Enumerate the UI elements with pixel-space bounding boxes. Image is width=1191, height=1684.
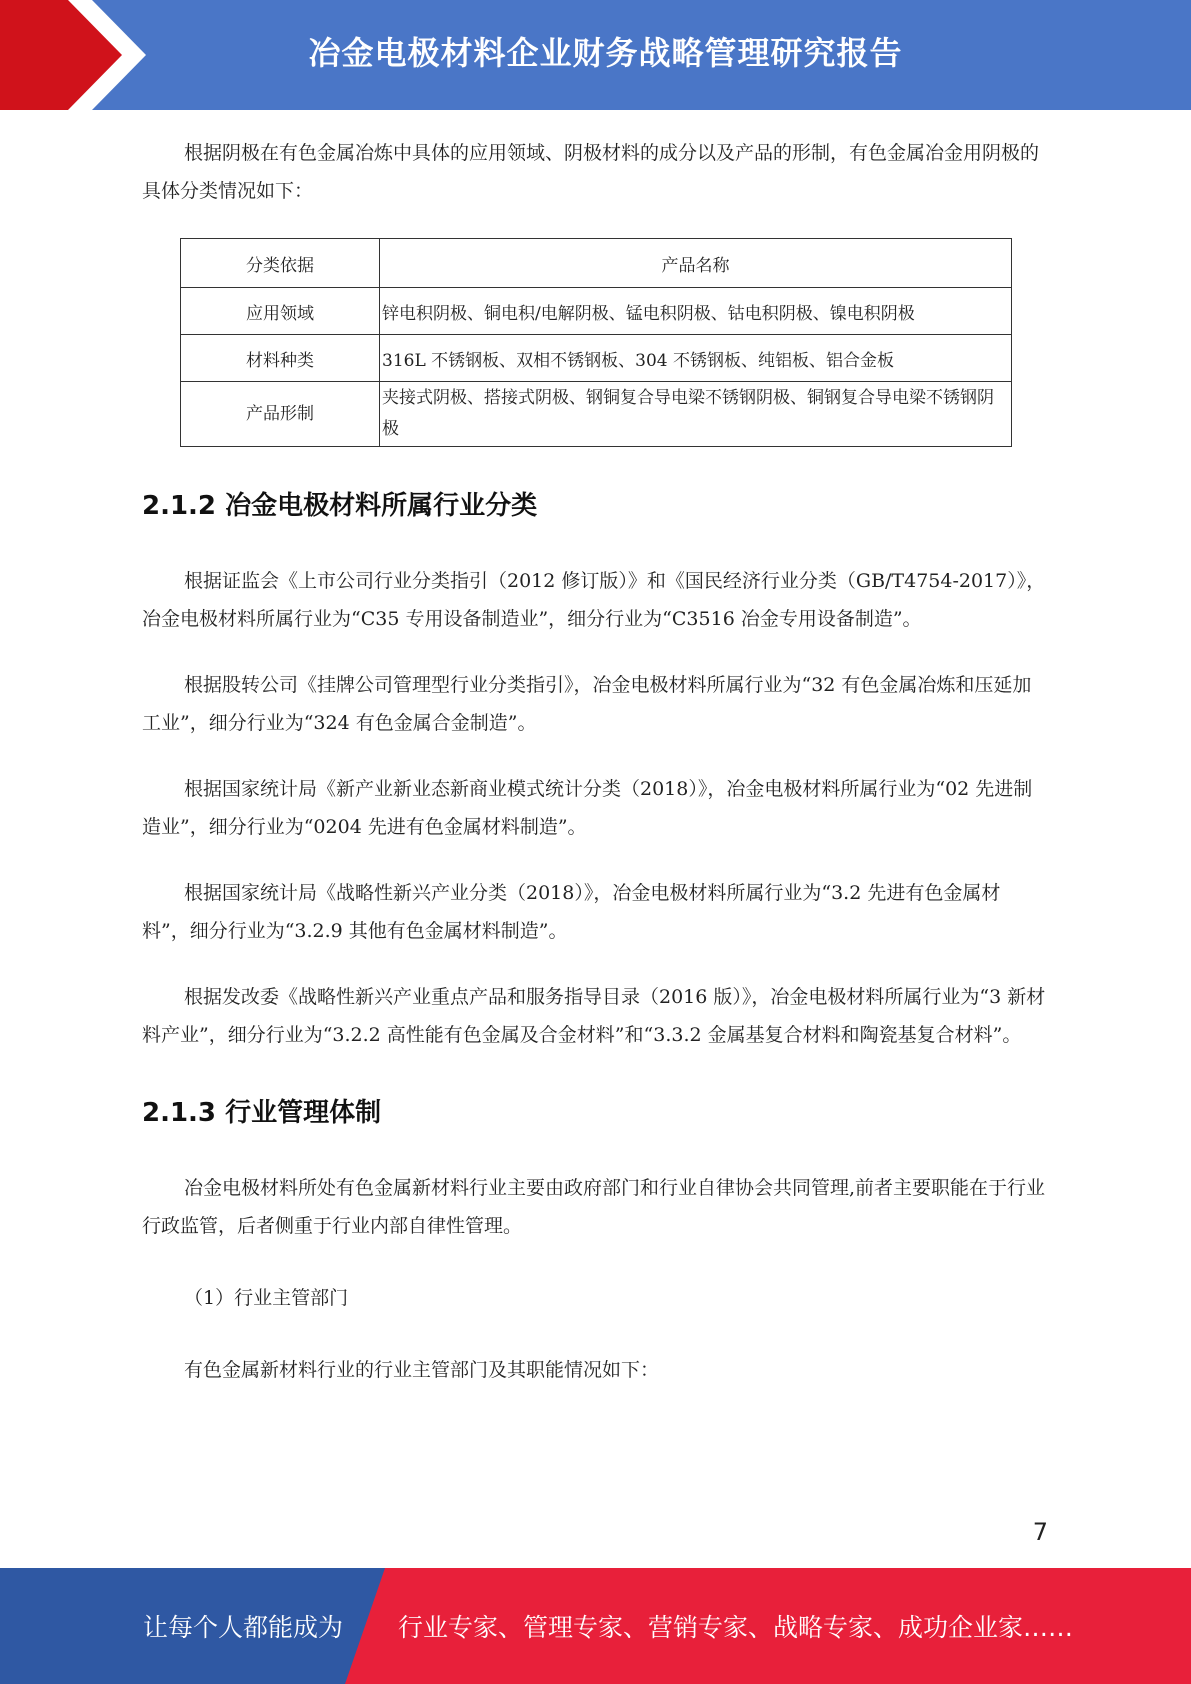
table-row [181,335,1012,382]
section-heading-2-1-3: 2.1.3 行业管理体制 [142,1098,382,1128]
footer-slogan-left: 让每个人都能成为 [143,1613,344,1642]
table-cell-basis: 材料种类 [181,335,380,382]
footer-slogan-right: 行业专家、管理专家、营销专家、战略专家、成功企业家…… [398,1613,1074,1642]
section-heading-2-1-2: 2.1.2 冶金电极材料所属行业分类 [142,491,538,521]
body-paragraph: 根据证监会《上市公司行业分类指引（2012 修订版）》和《国民经济行业分类（GB/T4754-2017）》，冶金电极材料所属行业为“C35 专用设备制造业”，细分行业为“C3516 冶金专用设备制造”。 [142,570,1046,630]
body-paragraph: 冶金电极材料所处有色金属新材料行业主要由政府部门和行业自律协会共同管理,前者主要职能在于行业行政监管，后者侧重于行业内部自律性管理。 [142,1177,1046,1237]
cathode-classification-table [180,238,1012,447]
table-header-basis: 分类依据 [181,239,380,288]
table-cell-basis: 产品形制 [181,382,380,447]
body-paragraph: 根据国家统计局《战略性新兴产业分类（2018）》，冶金电极材料所属行业为“3.2 先进有色金属材料”，细分行业为“3.2.9 其他有色金属材料制造”。 [142,882,1001,942]
page-header [0,0,1191,110]
page-number: 7 [1032,1518,1048,1546]
table-row [181,382,1012,447]
table-cell-products: 锌电积阴极、铜电积/电解阴极、锰电积阴极、钴电积阴极、镍电积阴极 [380,288,1012,335]
table-header-products: 产品名称 [380,239,1012,288]
table-header-row [181,239,1012,288]
body-paragraph: 根据国家统计局《新产业新业态新商业模式统计分类（2018）》，冶金电极材料所属行业为“02 先进制造业”，细分行业为“0204 先进有色金属材料制造”。 [142,778,1033,838]
header-title: 冶金电极材料企业财务战略管理研究报告 [308,34,903,72]
body-paragraph: 有色金属新材料行业的行业主管部门及其职能情况如下： [184,1359,660,1381]
page-footer [0,1568,1191,1684]
table-row [181,288,1012,335]
page-content [142,134,1047,1389]
table-cell-products: 夹接式阴极、搭接式阴极、钢铜复合导电梁不锈钢阴极、铜钢复合导电梁不锈钢阴极 [380,382,1012,447]
body-paragraph: 根据股转公司《挂牌公司管理型行业分类指引》，冶金电极材料所属行业为“32 有色金属冶炼和压延加工业”，细分行业为“324 有色金属合金制造”。 [142,674,1032,734]
sub-heading: （1）行业主管部门 [184,1287,349,1309]
table-cell-products: 316L 不锈钢板、双相不锈钢板、304 不锈钢板、纯铝板、铝合金板 [380,335,1012,382]
body-paragraph: 根据发改委《战略性新兴产业重点产品和服务指导目录（2016 版）》，冶金电极材料所属行业为“3 新材料产业”，细分行业为“3.2.2 高性能有色金属及合金材料”和“3.3.2 金属基复合材料和陶瓷基复合材料”。 [142,986,1046,1046]
table-cell-basis: 应用领域 [181,288,380,335]
intro-paragraph: 根据阴极在有色金属冶炼中具体的应用领域、阴极材料的成分以及产品的形制，有色金属冶金用阴极的具体分类情况如下： [142,142,1040,202]
